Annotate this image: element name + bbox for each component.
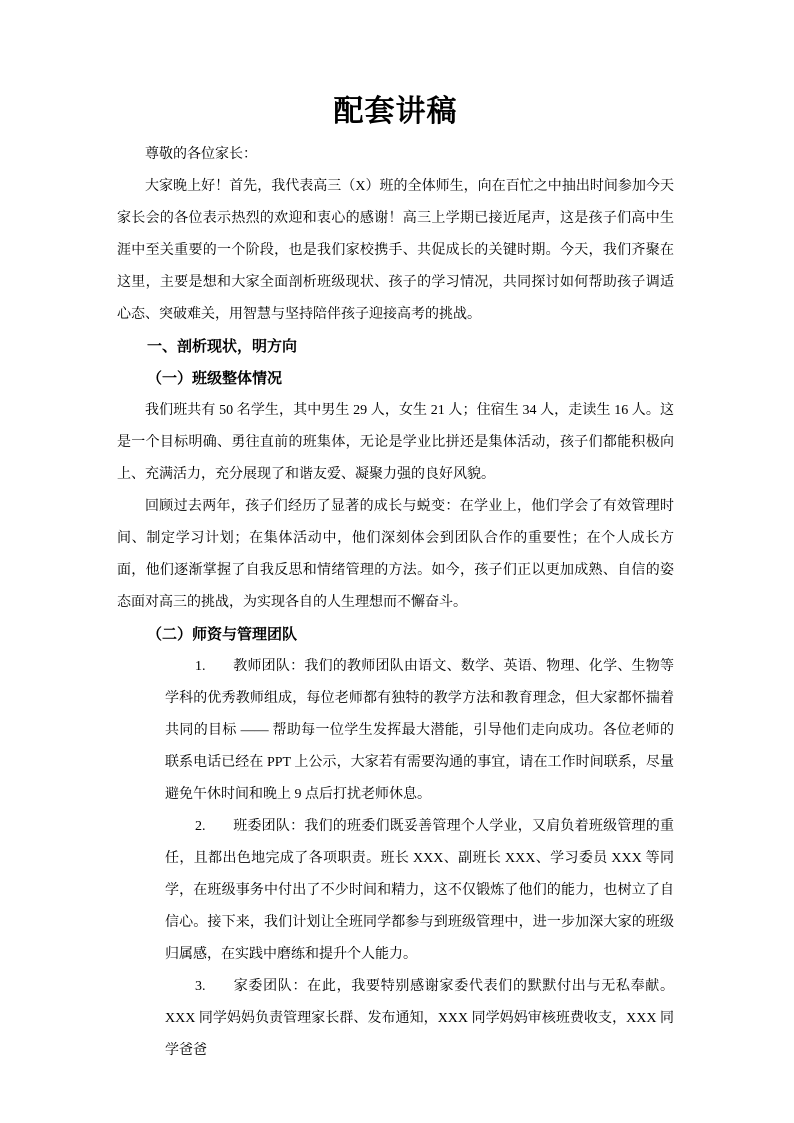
list-item-text: 教师团队：我们的教师团队由语文、数学、英语、物理、化学、生物等学科的优秀教师组成，每位老师都有独特的教学方法和教育理念，但大家都怀揣着共同的目标 —— 帮助每一位学生发挥最大潜能，引导他们走向成功。各位老师的联系电话已经在 PPT 上公示，大家若有需要沟通的事宜，请在工作时间联系，尽量避免午休时间和晚上 9 点后打扰老师休息。 [165, 659, 674, 802]
salutation: 尊敬的各位家长： [145, 147, 257, 162]
intro-paragraph: 大家晚上好！首先，我代表高三（X）班的全体师生，向在百忙之中抽出时间参加今天家长会的各位表示热烈的欢迎和衷心的感谢！高三上学期已接近尾声，这是孩子们高中生涯中至关重要的一个阶段，也是我们家校携手、共促成长的关键时期。今天，我们齐聚在这里，主要是想和大家全面剖析班级现状、孩子的学习情况，共同探讨如何帮助孩子调适心态、突破难关，用智慧与坚持陪伴孩子迎接高考的挑战。 [117, 179, 674, 322]
list-item-text: 家委团队：在此，我要特别感谢家委代表们的默默付出与无私奉献。XXX 同学妈妈负责管理家长群、发布通知，XXX 同学妈妈审核班费收支，XXX 同学爸爸 [165, 979, 674, 1058]
team-list [117, 651, 674, 1067]
list-number: 3. [195, 979, 206, 994]
subsection-1-1-heading: （一）班级整体情况 [147, 371, 283, 387]
subsection-1-2-heading: （二）师资与管理团队 [147, 627, 298, 643]
list-item-class-committee-team [165, 811, 674, 971]
document-content [117, 96, 674, 1067]
document-title: 配套讲稿 [333, 95, 458, 128]
list-item-text: 班委团队：我们的班委们既妥善管理个人学业，又肩负着班级管理的重任，且都出色地完成了各项职责。班长 XXX、副班长 XXX、学习委员 XXX 等同学，在班级事务中付出了不少时间和精力，这不仅锻炼了他们的能力，也树立了自信心。接下来，我们计划让全班同学都参与到班级管理中，进一步加深大家的班级归属感，在实践中磨练和提升个人能力。 [165, 819, 674, 962]
list-number: 1. [195, 659, 206, 674]
list-item-parent-committee-team [165, 971, 674, 1067]
class-overview-paragraph: 我们班共有 50 名学生，其中男生 29 人，女生 21 人；住宿生 34 人，走读生 16 人。这是一个目标明确、勇往直前的班集体，无论是学业比拼还是集体活动，孩子们都能积极向上、充满活力，充分展现了和谐友爱、凝聚力强的良好风貌。 [117, 403, 674, 482]
growth-review-paragraph: 回顾过去两年，孩子们经历了显著的成长与蜕变：在学业上，他们学会了有效管理时间、制定学习计划；在集体活动中，他们深刻体会到团队合作的重要性；在个人成长方面，他们逐渐掌握了自我反思和情绪管理的方法。如今，孩子们正以更加成熟、自信的姿态面对高三的挑战，为实现各自的人生理想而不懈奋斗。 [117, 499, 674, 610]
section-1-heading: 一、剖析现状，明方向 [147, 339, 298, 355]
list-item-teacher-team [165, 651, 674, 811]
list-number: 2. [195, 819, 206, 834]
